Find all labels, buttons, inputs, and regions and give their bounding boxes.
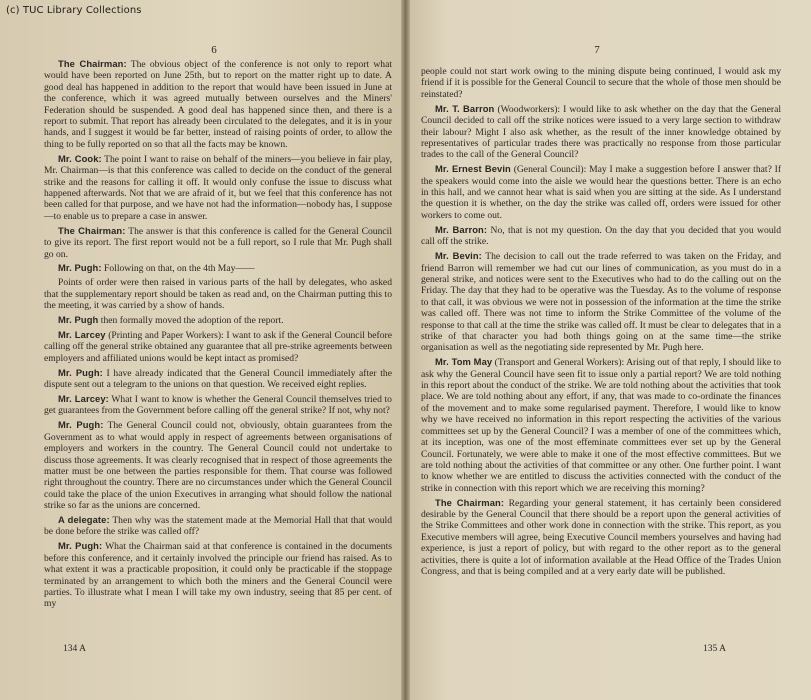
speech-text: people could not start work owing to the mining dispute being continued, I would ask my friend if it is possible for the General Council to secure that the whole of those men should be reinstated? — [421, 66, 781, 100]
speech-text: The General Council could not, obviously, obtain guarantees from the Government as to what would apply in respect of agreements between organisations of employers and workers in the country. The General Council could not undertake to discuss those agreements. It was clearly recognised that in respect of those agreements the matter must be one between the parties responsible for them. That course was followed right throughout the country. There are no circumstances under which the General Council could take the place of the union Executives in arranging what should follow the national strike so far as the unions are concerned. — [44, 420, 392, 512]
speaker-name: Mr. Larcey — [58, 328, 106, 340]
left-page — [0, 0, 404, 700]
transcript-paragraph — [44, 277, 392, 311]
speech-text: The answer is that this conference is called for the General Council to give its report. The first report would not be a full report, so I rule that Mr. Pugh shall go on. — [44, 225, 392, 260]
transcript-paragraph — [44, 540, 392, 609]
speaker-name: Mr. Cook: — [58, 152, 102, 164]
transcript-paragraph — [421, 497, 781, 578]
left-page-footer: 134 A — [63, 644, 86, 654]
speaker-name: The Chairman: — [58, 224, 126, 236]
right-page-text — [421, 66, 781, 580]
speaker-name: Mr. Bevin: — [435, 250, 482, 262]
transcript-paragraph — [44, 514, 392, 538]
speaker-name: Mr. Tom May — [435, 356, 493, 368]
speech-text: What the Chairman said at that conference is contained in the documents before this conference, and it certainly involved the principle our friend has raised. As to what extent it was a practicable proposition, it could only be practicable if the stoppage terminated by an arrangement to which both the miners and the General Council were parties. To illustrate what I mean I will take my own industry, seeing that 85 per cent. of my — [44, 541, 392, 610]
speech-text: What I want to know is whether the General Council themselves tried to get guarantees from the Government before calling off the general strike? If not, why not? — [44, 393, 392, 417]
speaker-name: The Chairman: — [58, 58, 127, 69]
speech-text: Points of order were then raised in various parts of the hall by delegates, who asked that the supplementary report should be taken as read and, on the Chairman putting this to the meeting, it was carried by a show of hands. — [44, 277, 392, 312]
speech-text: (Transport and General Workers): Arising out of that reply, I should like to ask why the General Council have seen fit to issue only a partial report? We are told nothing in this report about the conduct of the strike. We are told nothing about the activities that took place. We are told nothing about any effort, if any, that was made to co-ordinate the finances of the movement and to make some regularised payment. Therefore, I would like to know why we have received no information in this report respecting the activities of the various committees set up by the General Council? I was a member of one of the committees which, at its inception, was one of the most effeminate committees ever set up by the General Council. Fortunately, we were able to make it one of the most effective committees. But we are told nothing about the activities of that committee or any other. One further point. I want to know whether we are entitled to discuss the activities connected with the conduct of the strike in connection with this report which we are receiving this morning? — [421, 357, 781, 494]
speaker-name: Mr. Pugh — [58, 314, 99, 326]
transcript-paragraph — [421, 66, 781, 100]
speech-text: (Printing and Paper Workers): I want to ask if the General Council before calling off the general strike obtained any guarantee that all pre-strike agreements between employers and affiliated unions would be kept intact as promised? — [44, 329, 392, 364]
speaker-name: Mr. Pugh: — [58, 262, 102, 274]
right-page-footer: 135 A — [703, 644, 726, 654]
speech-text: (General Council): May I make a suggestion before I answer that? If the speakers would come into the aisle we would hear the questions better. There is an echo in this hall, and we cannot hear what is said when you are sitting at the side. As I understand the question it is whether, on the day the strike was called off, orders were issued for other workers to come out. — [421, 164, 782, 221]
transcript-paragraph — [421, 356, 781, 494]
speech-text: Then why was the statement made at the Memorial Hall that that would be done before the strike was called off? — [44, 515, 392, 538]
transcript-paragraph — [44, 419, 392, 511]
transcript-paragraph — [44, 314, 392, 326]
transcript-paragraph — [44, 393, 392, 417]
speech-text: Following on that, on the 4th May—— — [104, 263, 255, 275]
speech-text: No, that is not my question. On the day that you decided that you would call off the strike. — [421, 224, 781, 248]
transcript-paragraph — [44, 329, 392, 364]
transcript-paragraph — [421, 250, 781, 354]
watermark: (c) TUC Library Collections — [6, 5, 142, 16]
transcript-paragraph — [421, 163, 781, 221]
transcript-paragraph — [44, 367, 392, 391]
speaker-name: Mr. Pugh: — [58, 540, 103, 552]
speaker-name: Mr. Pugh: — [58, 419, 104, 431]
speech-text: The decision to call out the trade referred to was taken on the Friday, and friend Barron will remember we had cut our lines of communication, as you must do in a general strike, and notices were sent to the Executives who had to do the calling out on the Friday. The day that they had to be operative was the Tuesday. As to the volume of response to that call, it was obvious we were not in possession of the information at the time the strike was called off. There was not time to inform the Strike Committee of the volume of the response to that call at the time the strike was called off. It must be clear to delegates that in a strike of that character you had both things going on at the same time—the strike organisation as well as the negotiating side represented by Mr. Pugh here. — [421, 251, 781, 354]
transcript-paragraph — [44, 58, 392, 150]
speech-text: Regarding your general statement, it has certainly been considered desirable by the General Council that there should be a report upon the general activities of the Strike Committees and other work done in connection with the strike. This report, as you Executive members will agree, being Executive Council members yourselves and having had experience, is just a report of policy, but with regard to the other report as to the general activities, there is quite a lot of information available at the Head Office of the Trades Union Congress, and that is being compiled and at a very early date will be published. — [421, 497, 781, 578]
transcript-paragraph — [44, 225, 392, 260]
speech-text: then formally moved the adoption of the report. — [100, 315, 284, 327]
speech-text: I have already indicated that the General Council immediately after the dispute sent out a telegram to the unions on that question. We received eight replies. — [44, 367, 392, 391]
speech-text: The obvious object of the conference is not only to report what would have been reported on June 25th, but to report on the matter right up to date. A good deal has happened in addition to the report that would have been issued in June at the conference, which it was agreed mutually between ourselves and the Miners' Federation should be suspended. A good deal has happened since then, and there is a report to submit. That report has already been circulated to the delegates, and it is in your hands, and I suggest it would be far better, instead of raising points of order, to allow the thing to be fully reported on so that all the facts may be known. — [44, 59, 392, 150]
transcript-paragraph — [421, 224, 781, 248]
left-page-text — [44, 58, 392, 612]
transcript-paragraph — [44, 262, 392, 274]
left-page-number: 6 — [211, 44, 217, 56]
speaker-name: Mr. Pugh: — [58, 366, 103, 378]
speaker-name: Mr. T. Barron — [435, 102, 495, 114]
speaker-name: Mr. Larcey: — [58, 392, 109, 404]
speech-text: (Woodworkers): I would like to ask whether on the day that the General Council decided to call off the strike notices were issued to a very large section to withdraw their labour? Might I also ask whether, as the result of the inner knowledge obtained by representatives of particular trades there was practically no response from those particular trades to the call of the General Council? — [421, 103, 782, 161]
transcript-paragraph — [44, 153, 392, 222]
transcript-paragraph — [421, 103, 781, 161]
right-page-number: 7 — [594, 44, 600, 56]
book-gutter — [401, 0, 410, 700]
speaker-name: Mr. Barron: — [435, 223, 488, 235]
speaker-name: Mr. Ernest Bevin — [435, 163, 511, 175]
speaker-name: A delegate: — [58, 514, 110, 526]
right-page — [407, 0, 811, 700]
speaker-name: The Chairman: — [435, 496, 505, 508]
speech-text: The point I want to raise on behalf of the miners—you believe in fair play, Mr. Chairman—is that this conference was called to decide on the conduct of the general strike and the reasons for calling it off. It would only confuse the issue to discuss what happened afterwards. Not that we are afraid of it, but we feel that this conference has not been called for that purpose, and we have not had the information—nobody has, I suppose—to enable us to prepare a case in answer. — [44, 153, 392, 222]
